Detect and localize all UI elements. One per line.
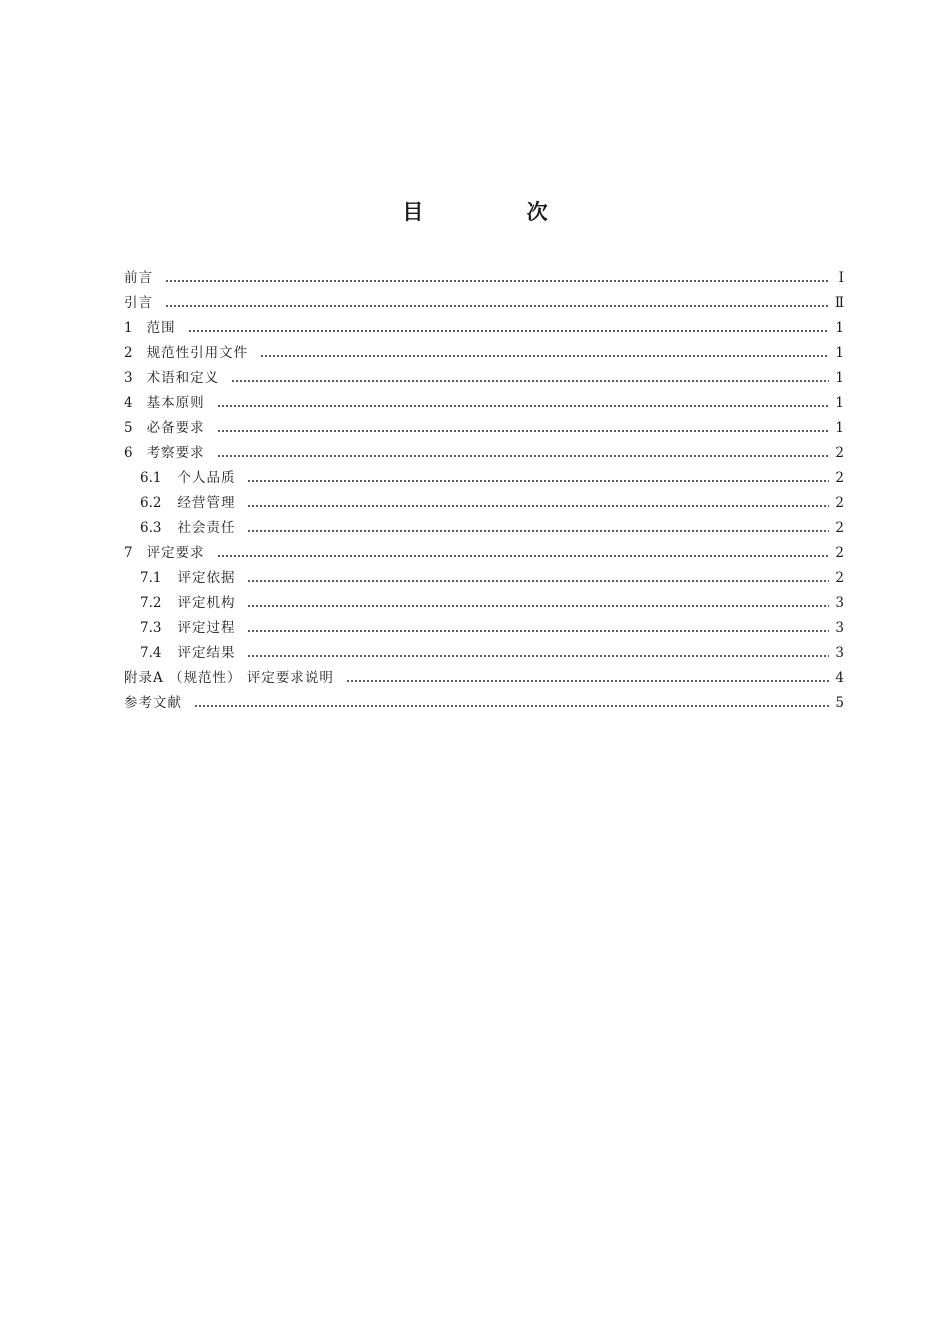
toc-entry-page: 1 (835, 320, 844, 336)
toc-entry-label: 范围 (146, 320, 176, 336)
toc-entry-page: 1 (835, 395, 844, 411)
toc-entry-page: 2 (835, 470, 844, 486)
toc-entry-number: 4 (124, 395, 133, 411)
dot-leader (188, 330, 830, 332)
toc-entry-page: 1 (835, 420, 844, 436)
toc-entry-label: 附录A （规范性） 评定要求说明 (124, 670, 334, 686)
toc-entry-number: 5 (124, 420, 133, 436)
toc-entry-6[interactable] (124, 441, 844, 466)
toc-entry-preface[interactable] (124, 266, 844, 291)
table-of-contents (124, 266, 844, 716)
toc-entry-page: Ⅱ (834, 295, 844, 311)
dot-leader (217, 555, 830, 557)
toc-entry-label: 前言 (124, 270, 153, 286)
toc-entry-label: 引言 (124, 295, 153, 311)
toc-entry-7-4[interactable] (124, 641, 844, 666)
toc-entry-number: 7.1 (140, 570, 162, 586)
dot-leader (247, 505, 829, 507)
toc-entry-references[interactable] (124, 691, 844, 716)
dot-leader (247, 655, 829, 657)
toc-entry-label: 参考文献 (124, 695, 182, 711)
toc-entry-page: 4 (835, 670, 844, 686)
toc-entry-7-3[interactable] (124, 616, 844, 641)
toc-entry-label: 必备要求 (146, 420, 205, 436)
dot-leader (231, 380, 829, 382)
toc-entry-page: Ⅰ (838, 270, 844, 286)
toc-entry-7-1[interactable] (124, 566, 844, 591)
toc-entry-label: 评定依据 (177, 570, 236, 586)
toc-entry-page: 3 (835, 595, 844, 611)
toc-entry-number: 6 (124, 445, 133, 461)
toc-entry-5[interactable] (124, 416, 844, 441)
toc-entry-number: 6.1 (140, 470, 162, 486)
toc-entry-page: 3 (835, 620, 844, 636)
toc-entry-6-1[interactable] (124, 466, 844, 491)
toc-entry-7[interactable] (124, 541, 844, 566)
toc-entry-1[interactable] (124, 316, 844, 341)
toc-entry-page: 3 (835, 645, 844, 661)
toc-entry-label: 评定过程 (177, 620, 236, 636)
dot-leader (194, 705, 829, 707)
toc-entry-page: 1 (835, 345, 844, 361)
toc-entry-label: 经营管理 (177, 495, 236, 511)
toc-entry-number: 6.3 (140, 520, 162, 536)
toc-entry-label: 考察要求 (146, 445, 205, 461)
toc-entry-page: 2 (835, 495, 844, 511)
toc-entry-introduction[interactable] (124, 291, 844, 316)
toc-entry-label: 评定机构 (177, 595, 236, 611)
dot-leader (217, 405, 830, 407)
toc-entry-label: 基本原则 (146, 395, 205, 411)
dot-leader (165, 280, 830, 282)
dot-leader (260, 355, 829, 357)
toc-entry-2[interactable] (124, 341, 844, 366)
dot-leader (247, 580, 829, 582)
dot-leader (247, 630, 829, 632)
toc-entry-3[interactable] (124, 366, 844, 391)
dot-leader (217, 455, 830, 457)
dot-leader (165, 305, 829, 307)
toc-entry-page: 2 (835, 545, 844, 561)
toc-entry-6-2[interactable] (124, 491, 844, 516)
dot-leader (346, 680, 830, 682)
toc-entry-page: 2 (835, 445, 844, 461)
toc-entry-page: 2 (835, 520, 844, 536)
dot-leader (247, 530, 829, 532)
toc-entry-label: 评定结果 (177, 645, 236, 661)
toc-entry-number: 7.4 (140, 645, 162, 661)
toc-entry-number: 3 (124, 370, 133, 386)
toc-entry-label: 个人品质 (177, 470, 236, 486)
toc-entry-number: 7 (124, 545, 133, 561)
toc-entry-label: 规范性引用文件 (146, 345, 249, 361)
toc-entry-label: 社会责任 (177, 520, 236, 536)
toc-entry-6-3[interactable] (124, 516, 844, 541)
toc-entry-label: 评定要求 (146, 545, 205, 561)
toc-entry-number: 2 (124, 345, 133, 361)
toc-entry-page: 2 (835, 570, 844, 586)
toc-entry-appendix-a[interactable] (124, 666, 844, 691)
toc-entry-number: 6.2 (140, 495, 162, 511)
toc-entry-number: 7.3 (140, 620, 162, 636)
toc-entry-7-2[interactable] (124, 591, 844, 616)
page-title: 目 次 (402, 200, 596, 224)
dot-leader (217, 430, 830, 432)
dot-leader (247, 480, 829, 482)
toc-entry-number: 7.2 (140, 595, 162, 611)
toc-entry-label: 术语和定义 (146, 370, 220, 386)
dot-leader (247, 605, 829, 607)
toc-entry-number: 1 (124, 320, 133, 336)
toc-entry-page: 1 (835, 370, 844, 386)
toc-entry-page: 5 (835, 695, 844, 711)
toc-entry-4[interactable] (124, 391, 844, 416)
